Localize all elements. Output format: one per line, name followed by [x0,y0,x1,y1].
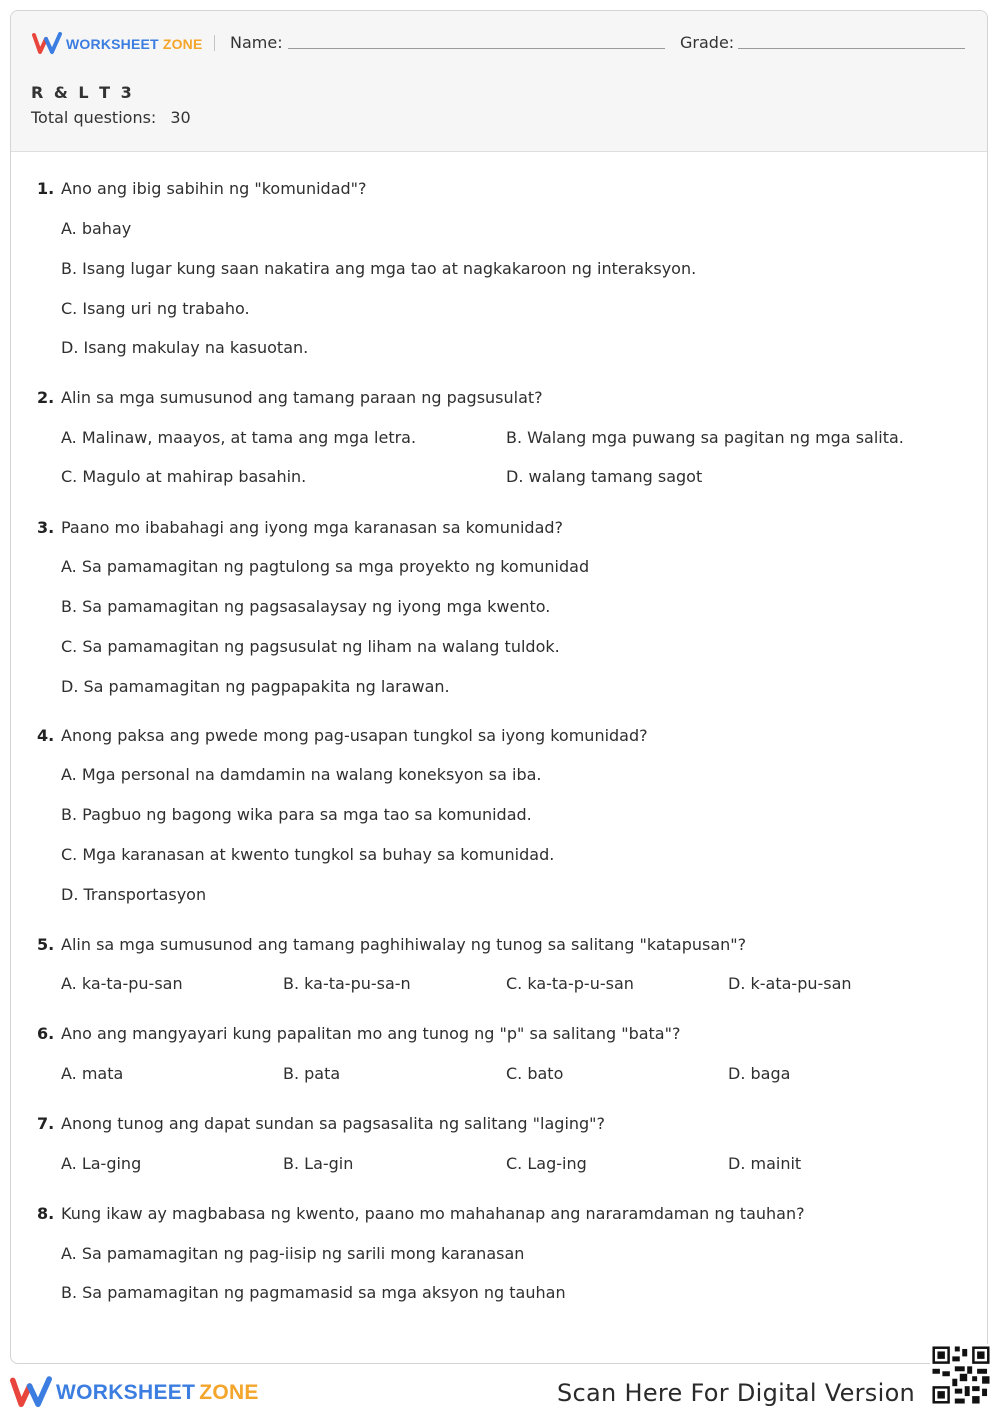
answer-option[interactable]: C. Isang uri ng trabaho. [61,299,250,318]
answer-option[interactable]: D. walang tamang sagot [506,467,703,486]
question-number: 7. [37,1114,55,1133]
answer-option[interactable]: D. baga [728,1064,791,1083]
question-text: Paano mo ibabahagi ang iyong mga karanasan sa komunidad? [61,518,564,537]
answer-option[interactable]: B. Isang lugar kung saan nakatira ang mga tao at nagkakaroon ng interaksyon. [61,259,697,278]
answer-option[interactable]: A. Sa pamamagitan ng pagtulong sa mga proyekto ng komunidad [61,557,590,576]
question-text: Anong paksa ang pwede mong pag-usapan tungkol sa iyong komunidad? [61,726,648,745]
question-number: 2. [37,388,55,407]
question-text: Alin sa mga sumusunod ang tamang paghihiwalay ng tunog sa salitang "katapusan"? [61,935,747,954]
worksheet-header [11,11,987,152]
logo-text-worksheet: WORKSHEET [66,36,159,52]
answer-option[interactable]: D. Isang makulay na kasuotan. [61,338,309,357]
grade-field-line[interactable] [738,48,965,49]
worksheet-sheet [10,10,988,1364]
answer-option[interactable]: C. ka-ta-p-u-san [506,974,634,993]
question-text: Anong tunog ang dapat sundan sa pagsasalita ng salitang "laging"? [61,1114,606,1133]
footer-logo-text-worksheet: WORKSHEET [56,1381,196,1404]
answer-option[interactable]: B. Walang mga puwang sa pagitan ng mga salita. [506,428,904,447]
answer-option[interactable]: A. ka-ta-pu-san [61,974,183,993]
footer-logo [10,1376,259,1410]
name-label: Name: [230,33,283,52]
question-number: 8. [37,1204,55,1223]
question-number: 1. [37,179,55,198]
answer-option[interactable]: D. Transportasyon [61,885,207,904]
answer-option[interactable]: B. La-gin [283,1154,354,1173]
total-questions [31,108,191,127]
total-questions-value: 30 [170,108,191,127]
question-number: 4. [37,726,55,745]
answer-option[interactable]: C. Magulo at mahirap basahin. [61,467,307,486]
header-divider [214,35,215,51]
worksheet-zone-logo [32,31,203,57]
worksheet-zone-logo-icon [10,1376,52,1410]
answer-option[interactable]: D. mainit [728,1154,802,1173]
answer-option[interactable]: D. Sa pamamagitan ng pagpapakita ng larawan. [61,677,450,696]
question-text: Ano ang mangyayari kung papalitan mo ang tunog ng "p" sa salitang "bata"? [61,1024,681,1043]
question-text: Kung ikaw ay magbabasa ng kwento, paano mo mahahanap ang nararamdaman ng tauhan? [61,1204,805,1223]
answer-option[interactable]: B. Sa pamamagitan ng pagmamasid sa mga aksyon ng tauhan [61,1283,566,1302]
answer-option[interactable]: C. Mga karanasan at kwento tungkol sa buhay sa komunidad. [61,845,555,864]
worksheet-zone-logo-icon [32,32,62,56]
answer-option[interactable]: A. bahay [61,219,132,238]
answer-option[interactable]: C. Sa pamamagitan ng pagsusulat ng liham na walang tuldok. [61,637,560,656]
qr-code-icon[interactable] [930,1344,992,1406]
footer-logo-text-zone: ZONE [199,1381,259,1404]
answer-option[interactable]: C. bato [506,1064,564,1083]
question-number: 6. [37,1024,55,1043]
answer-option[interactable]: C. Lag-ing [506,1154,587,1173]
logo-text-zone: ZONE [162,36,203,52]
answer-option[interactable]: B. Pagbuo ng bagong wika para sa mga tao sa komunidad. [61,805,532,824]
question-text: Ano ang ibig sabihin ng "komunidad"? [61,179,367,198]
question-number: 3. [37,518,55,537]
answer-option[interactable]: B. Sa pamamagitan ng pagsasalaysay ng iyong mga kwento. [61,597,551,616]
name-field-line[interactable] [288,48,665,49]
scan-prompt: Scan Here For Digital Version [557,1379,916,1407]
total-questions-label: Total questions: [31,108,157,127]
answer-option[interactable]: B. pata [283,1064,341,1083]
answer-option[interactable]: A. La-ging [61,1154,142,1173]
answer-option[interactable]: D. k-ata-pu-san [728,974,852,993]
answer-option[interactable]: B. ka-ta-pu-sa-n [283,974,411,993]
grade-label: Grade: [680,33,735,52]
answer-option[interactable]: A. Malinaw, maayos, at tama ang mga letra. [61,428,417,447]
worksheet-title: R & L T 3 [31,83,135,102]
question-number: 5. [37,935,55,954]
question-text: Alin sa mga sumusunod ang tamang paraan ng pagsusulat? [61,388,543,407]
answer-option[interactable]: A. Sa pamamagitan ng pag-iisip ng sarili mong karanasan [61,1244,525,1263]
answer-option[interactable]: A. Mga personal na damdamin na walang koneksyon sa iba. [61,765,542,784]
answer-option[interactable]: A. mata [61,1064,124,1083]
